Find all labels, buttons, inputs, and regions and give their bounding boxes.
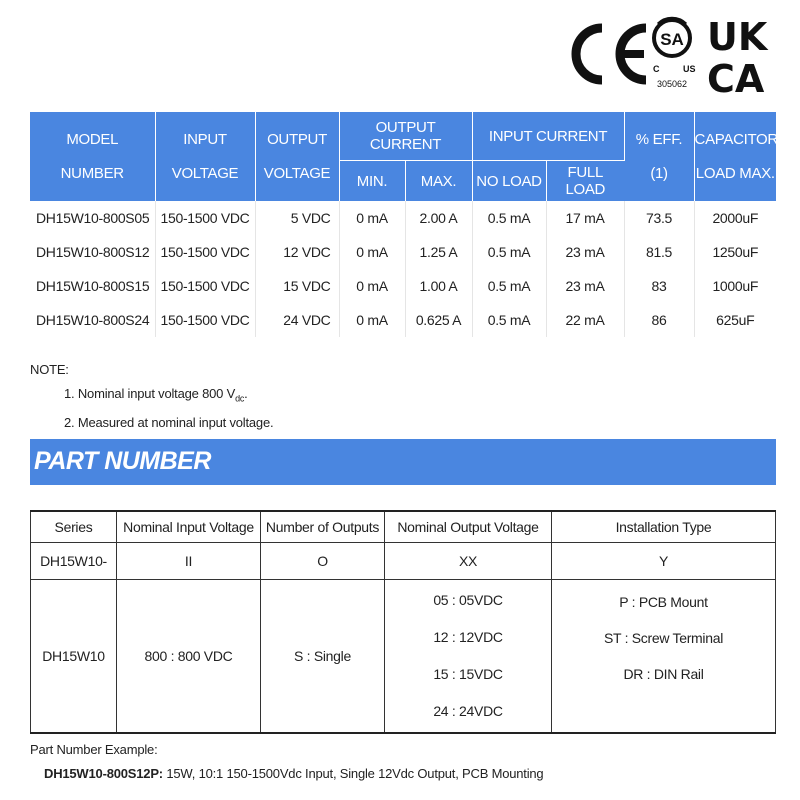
- cell-full-load: 17 mA: [546, 201, 624, 235]
- header-output-voltage-line2: VOLTAGE: [263, 164, 331, 182]
- note-1-end: .: [244, 386, 248, 401]
- cell-model: DH15W10-800S12: [30, 235, 155, 269]
- cell-full-load: 23 mA: [546, 235, 624, 269]
- output-voltage-option: 05 : 05VDC: [433, 592, 503, 608]
- cell-no-load: 0.5 mA: [472, 201, 546, 235]
- pn-installation-options: [552, 580, 776, 734]
- cell-no-load: 0.5 mA: [472, 269, 546, 303]
- part-number-options-row: [31, 580, 776, 734]
- header-efficiency-line1: % EFF.: [635, 130, 683, 148]
- pn-pattern-installation: Y: [552, 543, 776, 580]
- pn-header-input-voltage: Nominal Input Voltage: [117, 511, 261, 543]
- cell-eff: 86: [624, 303, 694, 337]
- header-efficiency: [624, 112, 694, 201]
- header-input-current-no-load: NO LOAD: [472, 161, 546, 202]
- part-number-table: [30, 510, 776, 734]
- header-output-current-max: MAX.: [405, 161, 472, 202]
- cell-max: 1.00 A: [405, 269, 472, 303]
- output-voltage-option: 24 : 24VDC: [433, 703, 503, 719]
- cell-output-voltage: 15 VDC: [255, 269, 339, 303]
- csa-number: 305062: [656, 79, 688, 89]
- header-model-line1: MODEL: [66, 130, 119, 148]
- header-capacitor: [694, 112, 776, 201]
- header-output-voltage-line1: OUTPUT: [267, 130, 327, 148]
- table-row: [30, 201, 776, 235]
- ukca-mark-icon: [707, 15, 769, 101]
- pn-output-voltage-options: [385, 580, 552, 734]
- table-row: [30, 303, 776, 337]
- csa-c: C: [653, 64, 660, 74]
- header-output-current-min: MIN.: [339, 161, 405, 202]
- cell-output-voltage: 12 VDC: [255, 235, 339, 269]
- pn-outputs: S : Single: [261, 580, 385, 734]
- header-capacitor-line2: LOAD MAX.: [695, 164, 775, 182]
- cell-min: 0 mA: [339, 201, 405, 235]
- cell-model: DH15W10-800S24: [30, 303, 155, 337]
- header-input-voltage: [155, 112, 255, 201]
- cell-no-load: 0.5 mA: [472, 303, 546, 337]
- ukca-line1: UK: [707, 15, 768, 59]
- pn-series: DH15W10: [31, 580, 117, 734]
- part-number-title: PART NUMBER: [34, 447, 211, 475]
- notes-section: [30, 358, 273, 435]
- note-2: 2. Measured at nominal input voltage.: [64, 414, 274, 430]
- cell-eff: 83: [624, 269, 694, 303]
- cell-cap: 1000uF: [712, 278, 759, 294]
- pn-header-output-voltage: Nominal Output Voltage: [385, 511, 552, 543]
- cell-no-load: 0.5 mA: [472, 235, 546, 269]
- header-output-voltage: [255, 112, 339, 201]
- installation-option: P : PCB Mount: [619, 594, 708, 610]
- notes-title: NOTE:: [30, 362, 69, 377]
- cell-cap: 1250uF: [712, 244, 759, 260]
- cell-model: DH15W10-800S15: [30, 269, 155, 303]
- csa-mark-icon: [653, 18, 696, 89]
- cell-input-voltage: 150-1500 VDC: [155, 269, 255, 303]
- cell-input-voltage: 150-1500 VDC: [155, 235, 255, 269]
- pn-header-series: Series: [31, 511, 117, 543]
- cell-min: 0 mA: [339, 303, 405, 337]
- header-capacitor-line1: CAPACITOR: [694, 130, 778, 148]
- ce-mark-text: CE: [562, 8, 564, 9]
- pn-pattern-output-voltage: XX: [385, 543, 552, 580]
- note-1: [30, 382, 273, 411]
- ce-mark-icon: [562, 8, 646, 80]
- part-number-header-row: [31, 511, 776, 543]
- cell-full-load: 23 mA: [546, 269, 624, 303]
- header-input-current-full-load: FULL LOAD: [546, 161, 624, 202]
- header-model: [30, 112, 155, 201]
- header-efficiency-line2: (1): [650, 164, 668, 182]
- pn-header-outputs: Number of Outputs: [261, 511, 385, 543]
- pn-pattern-series: DH15W10-: [31, 543, 117, 580]
- cell-cap: 625uF: [716, 312, 755, 328]
- csa-us: US: [683, 64, 696, 74]
- cell-output-voltage: 24 VDC: [255, 303, 339, 337]
- cell-max: 0.625 A: [405, 303, 472, 337]
- note-1-text: 1. Nominal input voltage 800 V: [64, 386, 236, 401]
- header-output-current: OUTPUT CURRENT: [339, 112, 472, 161]
- cell-eff: 73.5: [624, 201, 694, 235]
- certification-logos: [562, 8, 782, 104]
- cell-input-voltage: 150-1500 VDC: [155, 201, 255, 235]
- example-label: Part Number Example:: [30, 742, 158, 757]
- ukca-line2: CA: [707, 57, 765, 101]
- table-row: [30, 235, 776, 269]
- header-input-voltage-line2: VOLTAGE: [171, 164, 239, 182]
- header-input-current: INPUT CURRENT: [472, 112, 624, 161]
- cell-min: 0 mA: [339, 235, 405, 269]
- cell-full-load: 22 mA: [546, 303, 624, 337]
- cell-cap: 2000uF: [712, 210, 759, 226]
- part-number-banner: [30, 439, 776, 485]
- cell-model: DH15W10-800S05: [30, 201, 155, 235]
- cert-logos-svg: [562, 8, 782, 104]
- header-input-voltage-line1: INPUT: [183, 130, 227, 148]
- specification-table: [30, 112, 776, 337]
- output-voltage-option: 15 : 15VDC: [433, 666, 503, 682]
- note-1-sub: dc: [235, 393, 245, 404]
- table-row: [30, 269, 776, 303]
- svg-text:SA: SA: [660, 30, 684, 49]
- output-voltage-option: 12 : 12VDC: [433, 629, 503, 645]
- example-code: DH15W10-800S12P:: [44, 766, 163, 781]
- example-line: [30, 762, 543, 786]
- pn-header-installation: Installation Type: [552, 511, 776, 543]
- cell-max: 2.00 A: [405, 201, 472, 235]
- cell-eff: 81.5: [624, 235, 694, 269]
- cell-output-voltage: 5 VDC: [255, 201, 339, 235]
- installation-option: DR : DIN Rail: [623, 666, 704, 682]
- pn-input-voltage: 800 : 800 VDC: [117, 580, 261, 734]
- cell-input-voltage: 150-1500 VDC: [155, 303, 255, 337]
- cell-max: 1.25 A: [405, 235, 472, 269]
- cell-min: 0 mA: [339, 269, 405, 303]
- header-model-line2: NUMBER: [60, 164, 124, 182]
- part-number-pattern-row: [31, 543, 776, 580]
- example-description: 15W, 10:1 150-1500Vdc Input, Single 12Vdc Output, PCB Mounting: [162, 766, 544, 781]
- installation-option: ST : Screw Terminal: [603, 630, 724, 646]
- pn-pattern-outputs: O: [261, 543, 385, 580]
- part-number-example: [30, 738, 543, 786]
- pn-pattern-input: II: [117, 543, 261, 580]
